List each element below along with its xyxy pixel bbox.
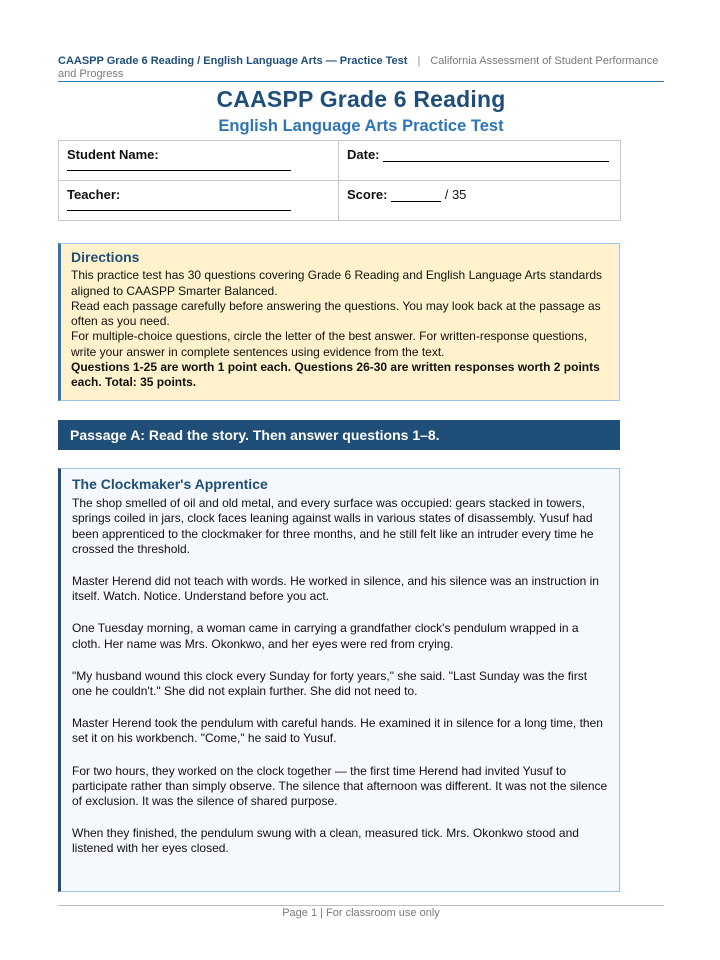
running-header — [58, 55, 664, 81]
passage-paragraph: Master Herend took the pendulum with careful hands. He examined it in silence for a long time, then set it on his workbench. "Come," he said to Yusuf. — [72, 716, 603, 746]
passage-paragraph: The shop smelled of oil and old metal, and every surface was occupied: gears stacked in towers, springs coiled in jars, clock faces leaning against walls in various states of disassembly. Yusuf had been apprenticed to the clockmaker for three months, and he still felt like an intruder every time he crossed the threshold. — [72, 496, 594, 556]
directions-heading: Directions — [71, 249, 140, 265]
teacher-label: Teacher: — [67, 187, 121, 202]
passage-box — [58, 468, 620, 892]
date-field[interactable] — [383, 147, 609, 162]
student-name-cell — [59, 141, 339, 181]
passage-paragraph: "My husband wound this clock every Sunday for forty years," she said. "Last Sunday was the first one he couldn't." She did not explain further. She did not need to. — [72, 668, 588, 699]
passage-banner: Passage A: Read the story. Then answer questions 1–8. — [58, 420, 620, 450]
score-cell — [339, 181, 621, 221]
page-footer: Page 1 | For classroom use only — [282, 907, 440, 919]
teacher-field[interactable] — [67, 202, 291, 211]
page-subtitle: English Language Arts Practice Test — [218, 117, 504, 135]
header-test-title: CAASPP Grade 6 Reading / English Language Arts — Practice Test — [58, 55, 408, 67]
header-rule — [58, 81, 664, 82]
student-name-field[interactable] — [67, 162, 291, 171]
passage-paragraph: Master Herend did not teach with words. He worked in silence, and his silence was an instruction in itself. Watch. Notice. Understand before you act. — [72, 574, 599, 604]
passage-paragraph: For two hours, they worked on the clock together — the first time Herend had invited Yusuf to participate rather than simply observe. The silence that afternoon was different. It was not the silence of exclusion. It was the silence of shared purpose. — [72, 763, 608, 809]
directions-box — [58, 243, 620, 401]
teacher-cell — [59, 181, 339, 221]
student-info-table — [58, 140, 621, 221]
passage-paragraph: When they finished, the pendulum swung with a clean, measured tick. Mrs. Okonkwo stood and listened with her eyes closed. — [72, 826, 579, 856]
header-separator: | — [417, 55, 421, 67]
footer-rule — [58, 905, 664, 906]
header-organization: California Assessment of Student Performance and Progress — [58, 55, 659, 80]
passage-paragraph: One Tuesday morning, a woman came in carrying a grandfather clock's pendulum wrapped in a cloth. Her name was Mrs. Okonkwo, and her eyes were red from crying. — [72, 621, 579, 651]
score-label: Score: — [347, 187, 388, 202]
directions-paragraph: For multiple-choice questions, circle the letter of the best answer. For written-response questions, write your answer in complete sentences using evidence from the text. — [71, 329, 588, 359]
score-total: / 35 — [444, 187, 467, 202]
student-name-label: Student Name: — [67, 147, 159, 162]
directions-paragraph: This practice test has 30 questions covering Grade 6 Reading and English Language Arts standards aligned to CAASPP Smarter Balanced. — [71, 268, 602, 298]
date-cell — [339, 141, 621, 181]
date-label: Date: — [347, 147, 380, 162]
score-field[interactable] — [391, 187, 441, 202]
page-title: CAASPP Grade 6 Reading — [216, 86, 506, 112]
directions-paragraph: Read each passage carefully before answering the questions. You may look back at the passage as often as you need. — [71, 298, 601, 329]
directions-scoring-note: Questions 1-25 are worth 1 point each. Questions 26-30 are written responses worth 2 points each. Total: 35 points. — [71, 360, 600, 390]
passage-title: The Clockmaker's Apprentice — [72, 476, 268, 492]
